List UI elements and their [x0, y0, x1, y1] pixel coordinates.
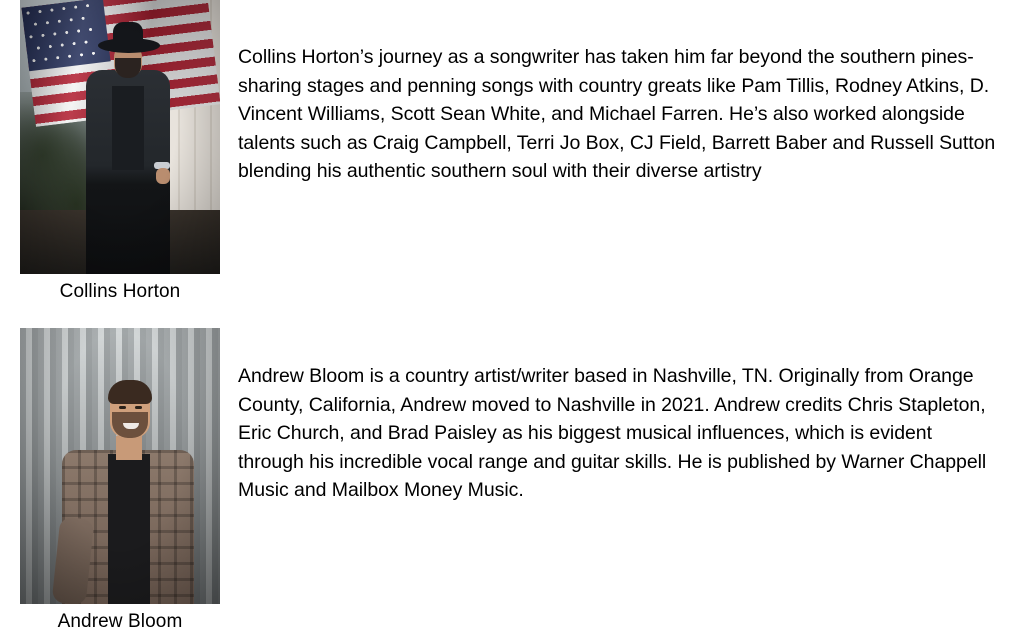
- photo-vignette: [20, 0, 220, 274]
- artist-bio-text: Collins Horton’s journey as a songwriter has taken him far beyond the southern pines- sharing stages and penning songs with country greats like Pam Tillis, Rodney Atkins, D. Vincent Williams, Scott Sean White, and Michael Farren. He’s also worked alongside talents such as Craig Campbell, Terri Jo Box, CJ Field, Barrett Baber and Russell Sutton blending his authentic southern soul with their diverse artistry: [238, 46, 996, 182]
- photo-vignette: [20, 328, 220, 604]
- artist-entry: [20, 328, 220, 634]
- photo-column: [20, 328, 220, 634]
- photo-caption: Collins Horton: [59, 281, 181, 302]
- artist-bio-text: Andrew Bloom is a country artist/writer based in Nashville, TN. Originally from Orange County, California, Andrew moved to Nashville in 2021. Andrew credits Chris Stapleton, Eric Church, and Brad Paisley as his biggest musical influences, which is evident through his incredible vocal range and guitar skills. He is published by Warner Chappell Music and Mailbox Money Music.: [238, 365, 987, 501]
- artist-entry: [20, 0, 220, 304]
- photo-caption: Andrew Bloom: [57, 611, 183, 632]
- photo-column: [20, 0, 220, 304]
- collins-horton-photo: [20, 0, 220, 274]
- andrew-bloom-photo: [20, 328, 220, 604]
